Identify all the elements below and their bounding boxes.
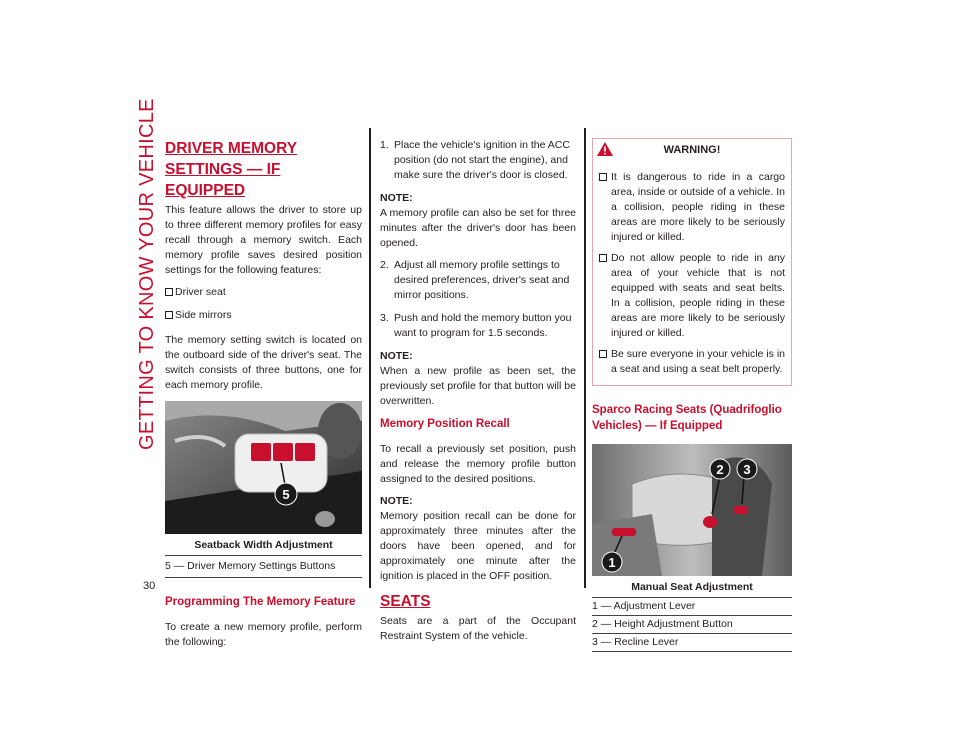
legend-item: 2 — Height Adjustment Button	[592, 615, 792, 633]
figure-callout: 5	[282, 487, 290, 502]
section-heading: DRIVER MEMORY SETTINGS — IF EQUIPPED	[165, 140, 298, 199]
list-item: Side mirrors	[165, 308, 362, 323]
memory-switch-photo	[165, 401, 362, 534]
figure-callout: 1	[608, 555, 616, 570]
switch-paragraph: The memory setting switch is located on the outboard side of the driver's seat. The switch consists of three buttons, one for each memory profile.	[165, 334, 362, 391]
note-text: When a new profile as been set, the previously set profile for that button will be overwritten.	[380, 365, 576, 407]
subheading-sparco: Sparco Racing Seats (Quadrifoglio Vehicles) — If Equipped	[592, 404, 782, 432]
note-label: NOTE:	[380, 192, 413, 204]
figure-callout: 3	[743, 462, 751, 477]
list-item: 3. Push and hold the memory button you want to program for 1.5 seconds.	[380, 312, 572, 339]
programming-paragraph: To create a new memory profile, perform the following:	[165, 621, 362, 648]
figure-legend: 5 — Driver Memory Settings Buttons	[165, 555, 362, 578]
legend-item: 1 — Adjustment Lever	[592, 597, 792, 615]
column-divider	[369, 128, 371, 588]
legend-item: 3 — Recline Lever	[592, 633, 792, 651]
page-number: 30	[143, 580, 156, 592]
figure-caption: Seatback Width Adjustment	[194, 539, 333, 551]
note-label: NOTE:	[380, 495, 413, 507]
list-item: Be sure everyone in your vehicle is in a seat and using a seat belt properly.	[599, 347, 785, 377]
seats-heading: SEATS	[380, 593, 431, 610]
list-item: 2. Adjust all memory profile settings to desired preferences, driver's seat and mirror positions.	[380, 259, 570, 301]
warning-icon	[597, 142, 613, 156]
figure-legend	[592, 597, 792, 652]
column-3	[592, 138, 792, 652]
column-divider	[584, 128, 586, 588]
warning-header: WARNING!	[593, 139, 791, 164]
recall-paragraph: To recall a previously set position, push and release the memory profile button assigned to the desired positions.	[380, 443, 576, 485]
subheading-programming: Programming The Memory Feature	[165, 596, 356, 608]
figure-caption: Manual Seat Adjustment	[631, 581, 753, 593]
seats-paragraph: Seats are a part of the Occupant Restraint System of the vehicle.	[380, 615, 576, 642]
list-item: 1. Place the vehicle's ignition in the ACC position (do not start the engine), and make sure the driver's door is closed.	[380, 139, 570, 181]
seat-adjustment-photo	[592, 444, 792, 576]
list-item: Driver seat	[165, 285, 362, 300]
warning-box	[592, 138, 792, 386]
note-label: NOTE:	[380, 350, 413, 362]
list-item: Do not allow people to ride in any area of your vehicle that is not equipped with seats and seat belts. In a collision, people riding in these areas are more likely to be seriously injured or killed.	[599, 251, 785, 341]
warning-body	[593, 164, 791, 385]
note-text: A memory profile can also be set for three minutes after the driver's door has been opened.	[380, 207, 576, 249]
column-2	[380, 138, 576, 651]
intro-paragraph: This feature allows the driver to store up to three different memory profiles for easy recall through a memory switch. Each memory profile saves desired position settings for the following features:	[165, 204, 362, 276]
chapter-side-title: GETTING TO KNOW YOUR VEHICLE	[136, 98, 158, 450]
figure-callout: 2	[716, 462, 724, 477]
note-text: Memory position recall can be done for approximately three minutes after the doors have been opened, and for approximately one minute after the ignition is placed in the OFF position.	[380, 510, 576, 582]
subheading-recall: Memory Position Recall	[380, 418, 510, 430]
column-1	[165, 138, 362, 657]
list-item: It is dangerous to ride in a cargo area, inside or outside of a vehicle. In a collision, people riding in these areas are more likely to be seriously injured or killed.	[599, 170, 785, 245]
